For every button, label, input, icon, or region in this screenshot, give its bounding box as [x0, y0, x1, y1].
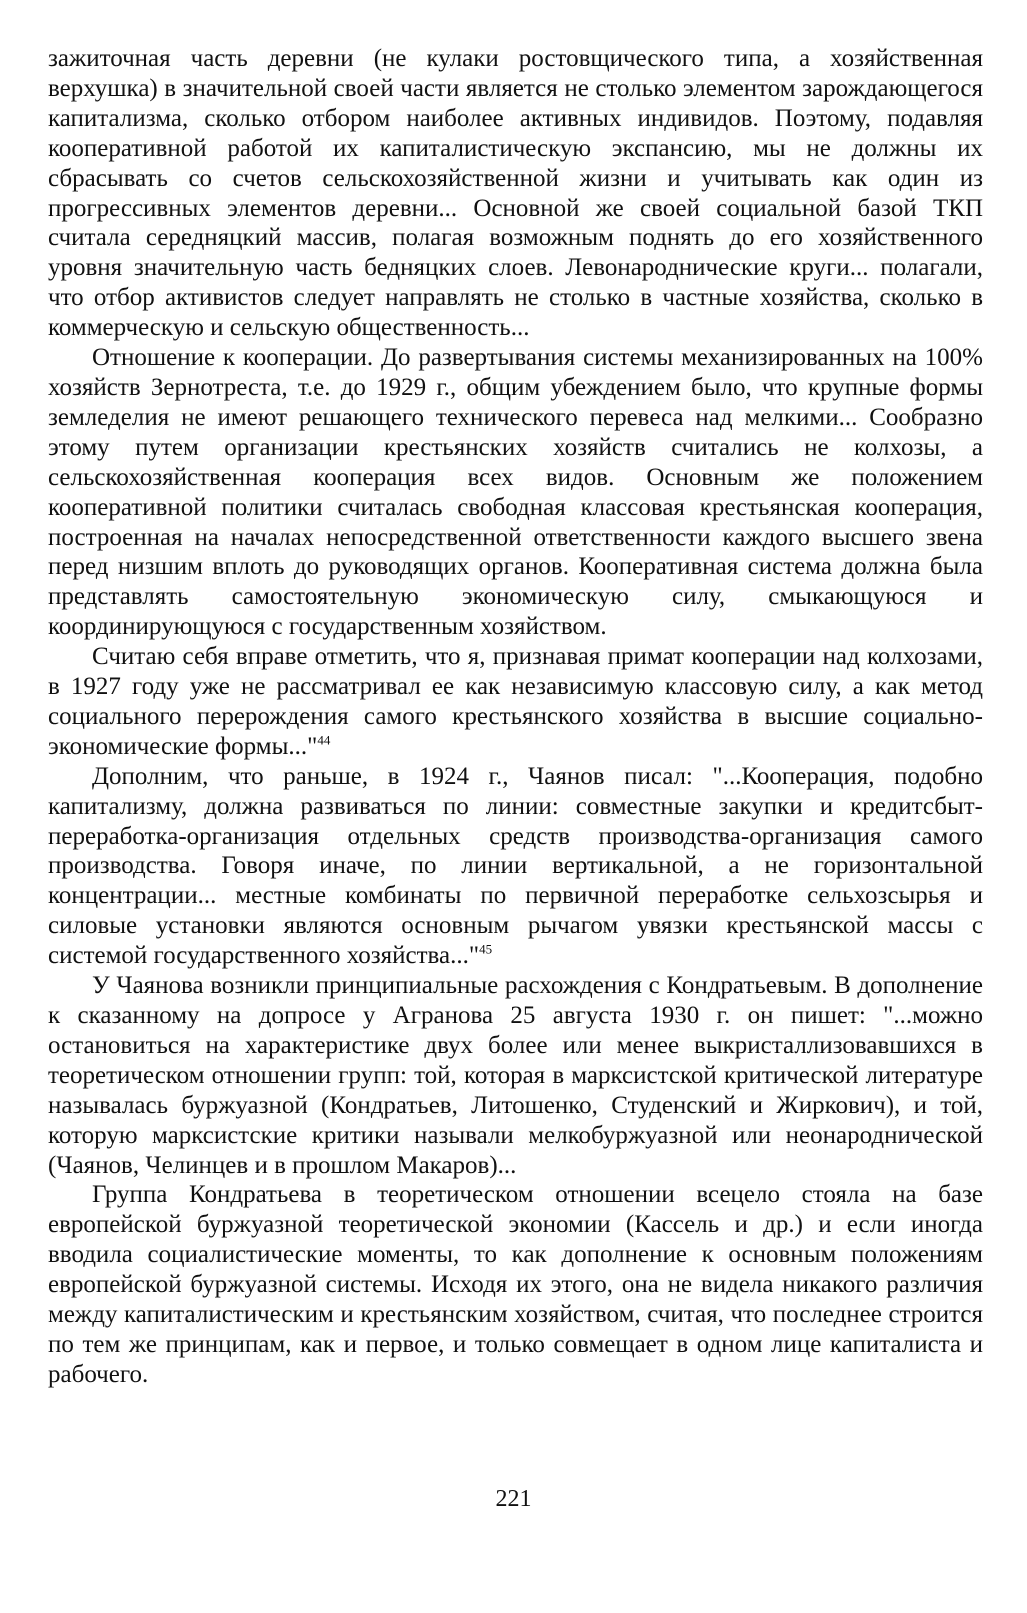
paragraph-6: [48, 1180, 983, 1389]
paragraph-5: [48, 971, 983, 1180]
footnote-ref-45: 45: [479, 941, 493, 957]
paragraph-5-text: У Чаянова возникли принципиальные расхождения с Кондратьевым. В дополнение к сказанному на допросе у Агранова 25 августа 1930 г. он пишет: "...можно остановиться на характеристике двух более или менее выкристаллизовавшихся в теоретическом отношении групп: той, которая в марксистской критической литературе называлась буржуазной (Кондратьев, Литошенко, Студенский и Жиркович), и той, которую марксистские критики называли мелкобуржуазной или неонароднической (Чаянов, Челинцев и в прошлом Макаров)...: [48, 972, 983, 1179]
page-number: 221: [495, 1486, 532, 1512]
paragraph-1-text: зажиточная часть деревни (не кулаки ростовщического типа, а хозяйственная верхушка) в значительной своей части является не столько элементом зарождающегося капитализма, сколько отбором наиболее активных индивидов. Поэтому, подавляя кооперативной работой их капиталистическую экспансию, мы не должны их сбрасывать со счетов сельскохозяйственной жизни и учитывать как один из прогрессивных элементов деревни... Основной же своей социальной базой ТКП считала середняцкий массив, полагая возможным поднять до его хозяйственного уровня значительную часть бедняцких слоев. Левонароднические круги... полагали, что отбор активистов следует направлять не столько в частные хозяйства, сколько в коммерческую и сельскую общественность...: [48, 45, 983, 342]
page-body: [48, 44, 983, 1390]
paragraph-3: [48, 642, 983, 762]
paragraph-1: [48, 44, 983, 343]
paragraph-3-text: Считаю себя вправе отметить, что я, признавая примат кооперации над колхозами, в 1927 году уже не рассматривал ее как независимую классовую силу, а как метод социального перерождения самого крестьянского хозяйства в высшие социально-экономические формы...": [48, 643, 983, 760]
paragraph-2: [48, 343, 983, 642]
paragraph-6-text: Группа Кондратьева в теоретическом отношении всецело стояла на базе европейской буржуазной теоретической экономии (Кассель и др.) и если иногда вводила социалистические моменты, то как дополнение к основным положениям европейской буржуазной системы. Исходя их этого, она не видела никакого различия между капиталистическим и крестьянским хозяйством, считая, что последнее строится по тем же принципам, как и первое, и только совмещает в одном лице капиталиста и рабочего.: [48, 1181, 983, 1388]
paragraph-2-text: Отношение к кооперации. До развертывания системы механизированных на 100% хозяйств Зернотреста, т.е. до 1929 г., общим убеждением было, что крупные формы земледелия не имеют решающего технического перевеса над мелкими... Сообразно этому путем организации крестьянских хозяйств считались не колхозы, а сельскохозяйственная кооперация всех видов. Основным же положением кооперативной политики считалась свободная классовая крестьянская кооперация, построенная на началах непосредственной ответственности каждого высшего звена перед низшим вплоть до руководящих органов. Кооперативная система должна была представлять самостоятельную экономическую силу, смыкающуюся и координирующуюся с государственным хозяйством.: [48, 344, 983, 641]
paragraph-4-text: Дополним, что раньше, в 1924 г., Чаянов писал: "...Кооперация, подобно капитализму, должна развиваться по линии: совместные закупки и кредитсбыт-переработка-организация отдельных средств производства-организация самого производства. Говоря иначе, по линии вертикальной, а не горизонтальной концентрации... местные комбинаты по первичной переработке сельхозсырья и силовые установки являются основным рычагом увязки крестьянской массы с системой государственного хозяйства...": [48, 762, 983, 970]
footnote-ref-44: 44: [317, 732, 331, 748]
paragraph-4: [48, 762, 983, 971]
